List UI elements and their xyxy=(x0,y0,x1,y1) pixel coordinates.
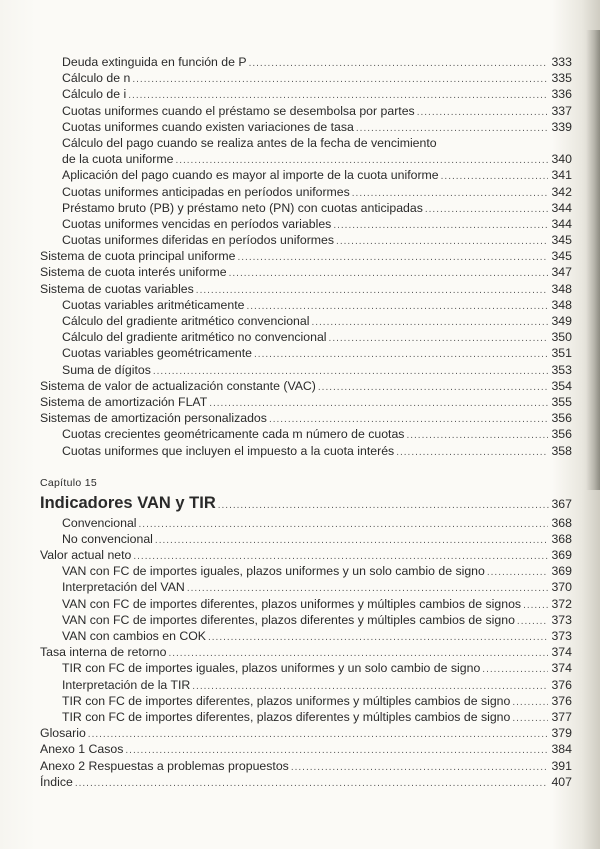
toc-entry[interactable] xyxy=(40,297,572,313)
toc-entry-page: 341 xyxy=(551,168,572,183)
toc-entry-page: 347 xyxy=(551,265,572,280)
toc-entry[interactable] xyxy=(40,725,572,741)
toc-entry-title: VAN con FC de importes diferentes, plazos diferentes y múltiples cambios de signo xyxy=(62,612,515,627)
toc-entry-title: TIR con FC de importes diferentes, plazos uniformes y múltiples cambios de signo xyxy=(62,693,511,708)
toc-section-list-a xyxy=(40,54,572,459)
toc-entry-title: Cuotas uniformes cuando existen variaciones de tasa xyxy=(62,119,354,134)
toc-entry[interactable] xyxy=(40,758,572,774)
toc-entry-title: Cálculo del gradiente aritmético convencional xyxy=(62,314,310,328)
toc-entry-title: Sistema de cuotas variables xyxy=(40,281,194,296)
toc-entry[interactable] xyxy=(40,628,572,644)
toc-entry-page: 348 xyxy=(551,297,572,312)
toc-entry-title: Cuotas uniformes anticipadas en períodos uniformes xyxy=(62,184,350,199)
leader-dots xyxy=(249,56,548,72)
leader-dots xyxy=(318,380,548,396)
toc-entry-page: 376 xyxy=(551,693,572,708)
toc-entry-title: Sistema de cuota principal uniforme xyxy=(40,249,236,264)
toc-entry-title: Sistema de cuota interés uniforme xyxy=(40,265,227,280)
leader-dots xyxy=(417,105,548,121)
toc-entry[interactable] xyxy=(40,660,572,676)
toc-entry[interactable] xyxy=(40,410,572,426)
leader-dots xyxy=(75,776,548,792)
toc-entry-title: No convencional xyxy=(62,531,153,546)
leader-dots xyxy=(425,202,548,218)
leader-dots xyxy=(517,614,548,630)
toc-entry[interactable] xyxy=(40,184,572,200)
toc-entry-title: Anexo 1 Casos xyxy=(40,742,124,757)
leader-dots xyxy=(329,331,548,347)
toc-entry-title: de la cuota uniforme xyxy=(62,152,174,167)
toc-entry-page: 336 xyxy=(551,87,572,102)
toc-entry-page: 374 xyxy=(551,661,572,676)
toc-entry-page: 369 xyxy=(551,548,572,563)
toc-entry-title: Glosario xyxy=(40,726,86,741)
toc-entry-page: 377 xyxy=(551,709,572,724)
table-of-contents xyxy=(40,54,572,790)
toc-entry-page: 358 xyxy=(551,443,572,458)
toc-entry-title: Cálculo de i xyxy=(62,87,127,102)
toc-entry-title: Interpretación de la TIR xyxy=(62,677,191,692)
toc-entry[interactable] xyxy=(40,741,572,757)
toc-entry-page: 354 xyxy=(551,378,572,393)
chapter-label: Capítulo 15 xyxy=(40,476,98,489)
toc-entry-page: 348 xyxy=(551,281,572,296)
toc-entry[interactable] xyxy=(40,281,572,297)
toc-entry-title: Cálculo del pago cuando se realiza antes de la fecha de vencimiento xyxy=(62,135,437,150)
toc-entry-title: Índice xyxy=(40,774,73,789)
toc-entry[interactable] xyxy=(40,547,572,563)
toc-entry-page: 339 xyxy=(551,119,572,134)
toc-entry[interactable] xyxy=(40,54,572,70)
toc-entry-title: Préstamo bruto (PB) y préstamo neto (PN) con cuotas anticipadas xyxy=(62,200,423,215)
toc-entry[interactable] xyxy=(40,677,572,693)
toc-entry-page: 350 xyxy=(551,330,572,345)
toc-entry[interactable] xyxy=(40,709,572,725)
chapter-title: Indicadores VAN y TIR xyxy=(40,493,216,512)
toc-entry-page: 335 xyxy=(551,71,572,86)
toc-entry-title: Interpretación del VAN xyxy=(62,580,185,595)
toc-entry-page: 337 xyxy=(551,103,572,118)
leader-dots xyxy=(254,347,548,363)
toc-entry[interactable] xyxy=(40,515,572,531)
toc-entry-title: TIR con FC de importes diferentes, plazos diferentes y múltiples cambios de signo xyxy=(62,709,511,724)
leader-dots xyxy=(512,711,548,727)
toc-entry-page: 353 xyxy=(551,362,572,377)
leader-dots xyxy=(482,662,548,678)
leader-dots xyxy=(139,517,548,533)
toc-entry-page: 342 xyxy=(551,184,572,199)
page-edge-shadow xyxy=(586,30,600,490)
leader-dots xyxy=(441,169,548,185)
toc-entry[interactable] xyxy=(40,644,572,660)
toc-entry-page: 368 xyxy=(551,515,572,530)
toc-entry[interactable] xyxy=(40,135,572,151)
toc-entry[interactable] xyxy=(40,612,572,628)
toc-entry-page: 333 xyxy=(551,55,572,69)
toc-entry-title: Cuotas uniformes diferidas en períodos uniformes xyxy=(62,233,335,248)
toc-entry[interactable] xyxy=(40,531,572,547)
toc-entry-page: 391 xyxy=(551,758,572,773)
toc-entry-title: Tasa interna de retorno xyxy=(40,645,167,660)
toc-entry[interactable] xyxy=(40,579,572,595)
toc-entry[interactable] xyxy=(40,200,572,216)
leader-dots xyxy=(291,760,548,776)
toc-entry[interactable] xyxy=(40,264,572,280)
leader-dots xyxy=(336,234,548,250)
leader-dots xyxy=(237,250,548,266)
toc-entry-page: 369 xyxy=(551,564,572,579)
leader-dots xyxy=(229,266,548,282)
leader-dots xyxy=(155,533,548,549)
toc-entry[interactable] xyxy=(40,248,572,264)
leader-dots xyxy=(208,630,548,646)
leader-dots xyxy=(396,445,548,461)
toc-entry-page: 356 xyxy=(551,427,572,442)
toc-entry-page: 344 xyxy=(551,216,572,231)
toc-entry-title: Convencional xyxy=(62,515,137,530)
toc-entry[interactable] xyxy=(40,70,572,86)
toc-entry-page: 340 xyxy=(551,152,572,167)
toc-section-list-b xyxy=(40,515,572,790)
toc-entry-page: 345 xyxy=(551,249,572,264)
toc-entry-title: TIR con FC de importes iguales, plazos uniformes y un solo cambio de signo xyxy=(62,661,481,676)
toc-entry-page: 374 xyxy=(551,645,572,660)
toc-entry-page: 370 xyxy=(551,580,572,595)
toc-entry-title: Cálculo del gradiente aritmético no convencional xyxy=(62,330,327,345)
toc-entry[interactable] xyxy=(40,151,572,167)
toc-entry-title: Sistema de amortización FLAT xyxy=(40,394,208,409)
toc-entry-page: 373 xyxy=(551,629,572,643)
toc-entry-title: Suma de dígitos xyxy=(62,362,151,377)
leader-dots xyxy=(512,695,548,711)
toc-entry[interactable] xyxy=(40,443,572,459)
toc-entry-title: Aplicación del pago cuando es mayor al importe de la cuota uniforme xyxy=(62,168,439,183)
toc-entry-title: Cuotas uniformes que incluyen el impuesto a la cuota interés xyxy=(62,443,395,458)
toc-entry-page: 345 xyxy=(551,233,572,248)
toc-entry[interactable] xyxy=(40,232,572,248)
toc-entry-page: 356 xyxy=(551,411,572,426)
toc-entry[interactable] xyxy=(40,693,572,709)
toc-entry[interactable] xyxy=(40,596,572,612)
leader-dots xyxy=(487,565,548,581)
leader-dots xyxy=(88,727,548,743)
toc-entry-page: 349 xyxy=(551,314,572,328)
toc-entry-title: Deuda extinguida en función de P xyxy=(62,55,247,69)
toc-entry[interactable] xyxy=(40,216,572,232)
leader-dots xyxy=(311,315,548,331)
toc-entry-title: VAN con FC de importes diferentes, plazos uniformes y múltiples cambios de signos xyxy=(62,596,522,611)
toc-entry-page: 355 xyxy=(551,394,572,409)
toc-entry[interactable] xyxy=(40,774,572,790)
toc-entry[interactable] xyxy=(40,167,572,183)
toc-entry-page: 373 xyxy=(551,612,572,627)
chapter-page: 367 xyxy=(551,496,572,511)
toc-entry[interactable] xyxy=(40,119,572,135)
toc-entry-page: 351 xyxy=(551,346,572,361)
toc-entry-page: 384 xyxy=(551,742,572,757)
leader-dots xyxy=(218,494,550,518)
toc-entry-title: Cuotas uniformes vencidas en períodos variables xyxy=(62,216,332,231)
toc-entry[interactable] xyxy=(40,86,572,102)
toc-entry-title: Valor actual neto xyxy=(40,548,132,563)
leader-dots xyxy=(132,72,548,88)
leader-dots xyxy=(523,598,548,614)
toc-entry-title: Cuotas variables aritméticamente xyxy=(62,297,245,312)
toc-entry[interactable] xyxy=(40,394,572,410)
toc-entry-title: VAN con cambios en COK xyxy=(62,629,206,643)
toc-entry-title: Cuotas variables geométricamente xyxy=(62,346,253,361)
toc-entry-title: Cuotas uniformes cuando el préstamo se desembolsa por partes xyxy=(62,103,415,118)
leader-dots xyxy=(333,218,548,234)
toc-entry-title: Cuotas crecientes geométricamente cada m número de cuotas xyxy=(62,427,405,442)
toc-entry[interactable] xyxy=(40,426,572,442)
toc-entry[interactable] xyxy=(40,378,572,394)
toc-entry-page: 379 xyxy=(551,726,572,741)
toc-entry[interactable] xyxy=(40,362,572,378)
toc-entry-page: 376 xyxy=(551,677,572,692)
leader-dots xyxy=(196,283,548,299)
toc-entry-title: Sistema de valor de actualización constante (VAC) xyxy=(40,378,316,393)
toc-entry[interactable] xyxy=(40,345,572,361)
toc-entry[interactable] xyxy=(40,313,572,329)
chapter-title-row[interactable] xyxy=(40,491,572,515)
toc-entry-title: Anexo 2 Respuestas a problemas propuestos xyxy=(40,758,289,773)
toc-entry[interactable] xyxy=(40,563,572,579)
toc-entry-title: Cálculo de n xyxy=(62,71,131,86)
toc-entry[interactable] xyxy=(40,329,572,345)
toc-entry-title: Sistemas de amortización personalizados xyxy=(40,411,267,426)
toc-entry-page: 372 xyxy=(551,596,572,611)
toc-entry[interactable] xyxy=(40,103,572,119)
toc-entry-title: VAN con FC de importes iguales, plazos uniformes y un solo cambio de signo xyxy=(62,564,485,579)
toc-entry-page: 344 xyxy=(551,200,572,215)
leader-dots xyxy=(406,428,548,444)
toc-entry-page: 368 xyxy=(551,531,572,546)
toc-entry-page: 407 xyxy=(551,774,572,789)
